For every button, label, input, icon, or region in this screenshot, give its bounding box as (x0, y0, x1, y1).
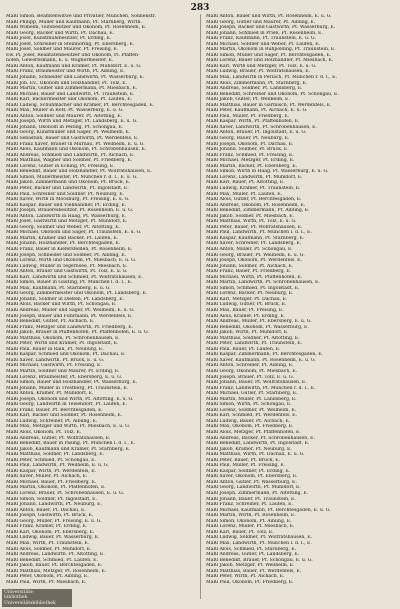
directory-entry: Maßl Anton, Schreiner, Pt. Aibling, E. (206, 363, 294, 369)
directory-entry: Maßl Simon, Bauer in Gauting, Pt. München l. d. I., E. (6, 280, 133, 286)
directory-entry: Maßl Joseph, Ökonom, Pt. Dachau, E. (206, 141, 294, 147)
directory-entry: Maßl Jakob, Brauer in Pfaffenhofen, Pt. Pfaffenhofen, E. u. G. (6, 330, 149, 336)
directory-entry: Maßl Lorenz, Landwirth, Pt. Mühldorf, E. (206, 174, 303, 180)
directory-entry: Maßl Georg, Zimmermeister und Ökonom, Pt. Landsberg, E. (6, 291, 148, 297)
watermark-line: Universitätsbibliothek (4, 600, 56, 606)
directory-entry: Maßl Martin, Landwirth, Pt. Schrobenhausen, E. (206, 280, 320, 286)
directory-entry: Maßl Johann, Bauer, Pt. Wolfratshausen, E. (206, 380, 307, 386)
directory-entry: Maßl Simon, Müllermeister, Pt. München r. d. I., E. u. G. (6, 174, 138, 180)
directory-entry: Maßl Georg, Landwirth in Teisendorf, Pt. Laufen, E. (6, 402, 128, 408)
directory-entry: Maßl Josef, Gastwirth und Metzger, Pt. Mühldorf, E. (6, 219, 128, 225)
directory-entry: Maßl Michael, Ökonom und Säger, Pt. Traunstein, E. u. G. (6, 230, 142, 236)
directory-entry: Maßl Andreas, Bäcker, Pt. Schrobenhausen, E. (206, 435, 315, 441)
directory-entry: Maßl Jakob, Söldner, Pt. Miesbach, E. (206, 213, 295, 219)
directory-entry: Maßl Johann, Söldner, Pt. Aichach, E. (206, 263, 294, 269)
directory-entry: Maßl Matthias, Söldner, Pt. Altötting, E. (206, 335, 300, 341)
directory-entry: Maßl Andreas, Müller und Säger, Pt. Weilheim, E. u. G. (6, 307, 135, 313)
directory-entry: Maßl Georg, Brauer, Pt. Weilheim, E. u. G. (206, 252, 305, 258)
directory-entry: Maßl Johann, Bauer, Pt. Traunstein, E. (206, 496, 296, 502)
directory-entry: Maßl Lorenz, Bäcker, Pt. Neuburg, E. (206, 291, 294, 297)
directory-entry: Maßl Matthias, Ökonom, Pt. Schrobenhausen, E. (6, 335, 120, 341)
directory-entry: Maßl Alois, Schmied, Pt. Starnberg, E. (206, 546, 297, 552)
directory-entry: Maßl Karl, Bäcker und Söldner, Pt. Rosenheim, E. (6, 413, 123, 419)
directory-entry: Maßl Xaver, Schreiner, Pt. Landsberg, E. (206, 241, 302, 247)
directory-entry: Maßl Martin, Wirth, Pt. Rosenheim, E. (206, 513, 296, 519)
directory-entry: Maßl Benedikt, Ökonom, Pt. Wasserburg, E. (206, 324, 309, 330)
directory-entry: Maßl Max, Metzger und Wirth, Pt. Miesbach, E. u. G. (6, 424, 131, 430)
directory-entry: Maßl Alois, Söldner, Pt. Mühldorf, E. (6, 546, 92, 552)
directory-entry: Maßl Michael, Gütler, Pt. Starnberg, E. (206, 391, 298, 397)
directory-entry: Maßl Joseph, Schneider und Söldner, Pt. Aibling, E. (6, 252, 127, 258)
directory-entry: Maßl Lorenz, Söldner, Pt. Weilheim, E. (206, 407, 297, 413)
directory-entry: Maßl Alois, Bäcker und Wirth, Pt. Schongau, E. (6, 302, 117, 308)
directory-entry: Maßl Alois, Gütler, Pt. Berchtesgaden, E. (206, 197, 302, 203)
directory-entry: Maßl Alois, Metzger, Pt. Pfaffenhofen, E. (206, 430, 301, 436)
directory-entry: Maßl Michael, Bauer, Pt. Friedberg, E. (6, 479, 97, 485)
directory-entry: Maßl Georg, Ökonom, Pt. Miesbach, E. (206, 369, 298, 374)
directory-entry: Maßl Andreas, Gütler, Pt. Wolfratshausen, E. (6, 435, 111, 441)
directory-entry: Maßl Ludwig, Schreiner, Pt. Aibling, E. (6, 418, 98, 424)
watermark-line: bibliothek (4, 595, 28, 601)
directory-entry: Maßl Andreas, Schmied und Landwirth, Pt. Aichach, E. (6, 152, 135, 158)
directory-entry: Maßl Benedikt, Bauer in Pasing, Pt. München l. d. I., E. (6, 441, 136, 447)
directory-entry: Maßl Peter, Bauer, Pt. Bruck, E. (206, 457, 281, 463)
directory-entry: Maßl Georg, Bäcker und Wirth, Pt. Dachau, E. (6, 30, 115, 36)
directory-entry: Maßl Jakob, Krämer, Pt. Neuburg, E. (206, 446, 292, 452)
directory-entry: Maßl Simon, Bauer und Holzhändler, Pt. Wasserburg, E. (6, 380, 138, 386)
directory-entry: Maßl Benedikt, Bauer und Holzhändler, Pt. Wolfratshausen, E. (6, 169, 152, 175)
watermark-line: Universitäts- (4, 589, 34, 595)
directory-entry: Maßl Lorenz, Gütler in Eching, Pt. Freising, E. (6, 163, 115, 169)
directory-entry: Maßl Johann, Söldner in Dießen, Pt. Landsberg, E. (6, 296, 125, 302)
directory-entry: Maßl Franz, Bräumeister und Wirth, Pt. Aibling, E. (6, 69, 125, 75)
directory-entry: Maßl Lorenz, Bauer und Holzhändler, Pt. Miesbach, E. (206, 58, 334, 64)
directory-entry: Maßl Ludwig, Bauer, Pt. Aichach, E. (206, 418, 291, 424)
directory-entry: Maßl Johann, Ökonom in Peiting, Pt. Schongau, E. (6, 124, 124, 130)
directory-entry: Maßl Paul, Bauer in Rain, Pt. Neuburg, E. (6, 346, 104, 352)
directory-entry: Maßl Max, Landwirth, Pt. München l. d. I., E. (206, 540, 312, 546)
directory-entry: Maßl Jakob, Zimmermann und Ökonom, Pt. Bruck, E. (6, 180, 131, 186)
directory-entry: Maßl Andreas, Müller, Pt. Ebersberg, E. u. G. (206, 319, 312, 325)
directory-entry: Maßl Kaspar, Bauer und Viehhändler, Pt. Erding, E. (6, 202, 127, 208)
directory-entry: Maßl Anton, Bauer, Pt. Dachau, E. (6, 507, 86, 513)
directory-entry: Maßl Kaspar, Schmied und Ökonom, Pt. Dachau, E. (6, 352, 126, 358)
directory-entry: Maßl Karl, Ökonom, Pt. Ebersberg, E. (6, 529, 95, 535)
directory-entry: Maßl Joseph, Ökonom, Pt. Werdenfels, E. (206, 258, 302, 264)
directory-entry: Maßl Jakob, Gütler, Pt. Weilheim, E. (206, 97, 290, 103)
directory-entry: Maßl Peter, Kaufmann, Pt. Aichach, E. u. G. (206, 108, 308, 114)
directory-entry: Maßl Joseph, Brauereibesitzer, Pt. Rosenheim, E. u. G. (6, 208, 134, 214)
left-column (6, 14, 196, 599)
directory-entry: Maßl Karl, Bauer, Pt. Tölz, E. (206, 529, 274, 535)
page-number: 283 (190, 3, 210, 13)
directory-entry: Maßl Alois, Krämer, Pt. Erding, E. (206, 313, 286, 319)
directory-entry: Maßl Andreas, Ökonom, Pt. Rosenheim, E. (206, 202, 306, 208)
directory-entry: Maßl Martin, Ökonom in Ruhpolding, Pt. Traunstein, E. (206, 47, 336, 53)
directory-entry: Maßl Peter, Schmied, Pt. Schongau, E. (6, 457, 96, 463)
directory-entry: Maßl Franz, Schreiner, Pt. Laufen, E. (206, 502, 293, 508)
directory-entry: Maßl Andreas, Gütler, Pt. Landsberg, E. (206, 552, 300, 558)
directory-entry: Maßl Anton, Müller, Pt. Schongau, E. (206, 246, 293, 252)
directory-entry: Maßl Georg, Gütler und Maurer, Pt. Aibling, E. (206, 19, 316, 25)
directory-entry: hofen, Gewerbsmann, E. u. Wagnermeister, E. (6, 58, 114, 64)
directory-entry: Maßl Joseph, Wirth und Metzger, Pt. Landsberg, E. u. G. (6, 119, 138, 125)
directory-entry: Maßl Anton, Landwirth in Haag, Pt. Wasserburg, E. (6, 213, 127, 219)
directory-entry: Maßl Joseph, Bäcker und Gastwirth, Pt. Wasserburg, E. (206, 25, 336, 31)
directory-entry: Maßl Martin, Ökonom, Pt. Pfaffenhofen, E. (6, 485, 106, 491)
directory-entry: Maßl Alois, Ökonom, Pt. Tölz, E. (6, 430, 82, 436)
directory-entry: Maßl Simon, Schmied, Pt. Ingolstadt, E. (206, 285, 300, 291)
directory-entry: Maßl Jakob, Metzger, Pt. Weilheim, E. (206, 563, 295, 569)
directory-entry: Maßl Andreas, Landwirth, Pt. Altötting, E. (6, 552, 105, 558)
directory-entry: Maßl Martin, Müller, Pt. Landsberg, E. (206, 396, 297, 402)
directory-entry: Maßl Sebastian, Bauer und Gastwirth, Pt. Werdenfels, E. (6, 136, 139, 142)
directory-entry: Maßl Benedikt, Zimmermann, Pt. Aibling, E. (206, 208, 310, 214)
directory-entry: Maßl Johann, Landwirth, Pt. Neuburg, E. (6, 502, 102, 508)
directory-entry: Maßl Simon, Wirth, Pt. Schongau, E. (206, 402, 292, 408)
directory-entry: Maßl Kaspar, Wirth, Pt. Werdenfels, E. (6, 468, 97, 474)
directory-entry: Maßl Ludwig, Krämer, Pt. Traunstein, E. (206, 185, 301, 191)
directory-entry: Maßl Georg, Müller, Pt. Freising, E. u. G. (6, 518, 102, 524)
directory-entry: Maßl Michael, Gastwirth, Pt. Freising, E. (6, 363, 102, 369)
directory-entry: Maßl Lorenz, Bräumeister, Pt. Ebersberg, E. u. G. (6, 374, 123, 380)
directory-entry: Maßl Anton, Gütler, Pt. Wasserburg, E. (206, 479, 297, 485)
directory-entry: Maßl Karl, Bäckermeister und Ökonom, Pt. Laufen, E. (6, 97, 133, 103)
directory-entry: Maßl Xaver, Ökonom, Pt. Ebersberg, E. (206, 474, 298, 480)
directory-entry: Maßl Franz, Metzger und Landwirth, Pt. Friedberg, E. (6, 324, 134, 330)
directory-entry: Maßl Josef, Söldner und Maurer, Pt. Freising, E. (6, 47, 119, 53)
directory-entry: Maßl Benedikt, Bräuer, Pt. Schongau, E. u. G. (206, 557, 313, 563)
directory-entry: Maßl Joseph, Gastwirth, Pt. Bruck, E. (6, 513, 94, 519)
directory-entry: Maßl Josef, Kunstmühlbesitzer, Pt. Erding, E. (6, 36, 112, 42)
directory-entry: Maßl Jakob, Bauer, Pt. Berchtesgaden, E. (6, 563, 103, 569)
directory-entry: Maßl Franz, Bauer in Kiefersfelden, Pt. Rosenheim, E. (6, 246, 133, 252)
directory-entry: Maßl Alois, Zimmermann, Pt. Starnberg, E. (206, 80, 308, 86)
directory-entry: Maßl Benedikt, Gütler, Pt. Aichach, E. (6, 319, 95, 325)
directory-entry: Maßl Georg, Bauer, Pt. Neuburg, E. (206, 136, 290, 142)
directory-entry: Maßl Peter, Wirth, Pt. Aichach, E. (206, 574, 285, 580)
directory-entry: Maßl Michael, Wirth, Pt. Pfaffenhofen, E. (206, 274, 303, 280)
directory-entry: Maßl Ludwig, Müller in Tegernsee, Pt. Miesbach, E. (6, 263, 128, 269)
directory-entry: Maßl Max, Ökonom, Pt. Friedberg, E. (206, 424, 294, 430)
directory-entry: Maßl Martin, Bäcker, Pt. Ebersberg, E. (206, 163, 298, 169)
directory-entry: Maßl Ludwig, Bauer, Pt. Wasserburg, E. (6, 535, 100, 541)
directory-entry: Maßl Ludwig, Schuhmacher und Krämer, Pt. Berchtesgaden, E. (6, 102, 155, 108)
directory-entry: Maßl Franz, Landwirth, Pt. München r. d. I., E. (206, 385, 316, 391)
directory-entry: Maßl Karl, Bauer, Pt. Altötting, E. (206, 180, 285, 186)
directory-entry: Maßl Max, Müller in Rott, Pt. Wasserburg, E. u. G. (6, 108, 124, 114)
directory-entry: Maßl Simon, Beamtenwitwe und Privatier, München, Sonnenstr. (6, 14, 156, 19)
directory-entry: Maßl Philipp, Müller und Kaufmann, Pt. Starnberg, Wirth. (6, 19, 142, 25)
directory-entry: Maßl Johann, Müller in Trostberg, Pt. Traunstein, E. (6, 385, 129, 391)
directory-entry: Maßl Matthias, Bauer, Pt. Werdenfels, E. (206, 568, 302, 574)
directory-entry: Maßl Max, Wirth, Pt. Traunstein, E. (6, 540, 90, 546)
directory-entry: Maßl Anton, Bräuer und Gastwirth, Pt. Tölz, E. u. G. (6, 269, 128, 275)
directory-entry: Maßl Matthias, Wagner und Söldner, Pt. Friedberg, E. (6, 158, 133, 164)
directory-entry: Maßl Georg, Söldner und Weber, Pt. Altötting, E. (6, 224, 121, 230)
directory-entry: Maßl Joh. Ev., Ökonom und Holzhändler, Pt. Tölz, E. (6, 80, 128, 86)
directory-entry: Maßl Joseph, Ökonom und Wirth, Pt. Altötting, E. u. G. (6, 396, 134, 402)
directory-entry: Maßl Paul, Wirth, Pt. Miesbach, E. (6, 579, 87, 585)
directory-entry: Maßl Lorenz, Wirth und Ökonom, Pt. Miesbach, E. u. G. (6, 258, 137, 264)
directory-entry: Maßl Joseph, Bräuer, Pt. Tölz, E. u. G. (206, 374, 294, 380)
directory-entry: Maßl Simon, Söldner, Pt. Ingolstadt, E. (6, 496, 97, 502)
directory-entry: Maßl Matthias, Metzger, Pt. Rosenheim, E. (6, 568, 107, 574)
directory-entry: Maßl Franz, Bauer, Pt. Friedberg, E. (206, 269, 292, 275)
directory-entry: Maßl Joseph, Bauer und Fuhrmann, Pt. Werdenfels, E. (6, 313, 133, 319)
directory-entry: Maßl Anton, Bauer und Wirth, Pt. Rosenheim, E. u. G. (206, 14, 332, 19)
directory-entry: Maßl Ludwig, Brauer, Pt. Wolfratshausen, E. (206, 69, 311, 75)
directory-entry: Maßl Anton, Krämer, Pt. Mühldorf, E. (6, 391, 94, 397)
directory-entry: Maßl Johann, Schmied in Prien, Pt. Rosenheim, E. (206, 30, 323, 36)
directory-entry: Maßl Ludwig, Söldner, Pt. Wolfratshausen, E. (206, 535, 313, 541)
directory-entry: Maßl Jakob, Kaufmann und Krämer, Pt. Starnberg, E. (6, 446, 131, 452)
directory-entry: Maßl Xaver, Wirth in Moosburg, Pt. Freising, E. u. G. (6, 197, 130, 203)
directory-entry: Maßl Georg, Landwirth, Pt. Mühldorf, E. (206, 485, 301, 491)
directory-entry: Maßl Martin, Krämer und Bäcker, Pt. Laufen, E. (6, 235, 119, 241)
directory-entry: Maßl Benedikt, Schreiner und Ökonom, Pt. Schongau, E. (206, 91, 339, 97)
directory-entry: Maßl Kaspar, Zimmermann, Pt. Berchtesgaden, E. (206, 352, 324, 358)
directory-entry: Maßl Peter, Ökonom, Pt. Aibling, E. (6, 574, 89, 580)
directory-entry: Maßl Michael, Kaufmann, Pt. Berchtesgaden, E. u. G. (206, 507, 331, 513)
directory-entry: Maßl Peter, Wirth und Krämer, Pt. Ingolstadt, E. (6, 341, 119, 347)
directory-entry: Maßl Johann, Schneider und Landwirth, Pt. Wasserburg, E. (6, 75, 145, 81)
directory-entry: Maßl Paul, Landwirth, Pt. München l. d. I., E. (206, 230, 312, 236)
directory-entry: Maßl Franz Xaver, Bräuer in Murnau, Pt. Weilheim, E. u. G. (6, 141, 145, 147)
directory-entry: Maßl Michael, Söldner und Weber, Pt. Laufen, E. (206, 41, 321, 47)
directory-entry: Maßl Max, Kaufmann, Pt. Starnberg, E. u. G. (6, 285, 111, 291)
directory-entry: Maßl Franz, Schmied, Pt. Freising, E. (206, 152, 294, 158)
directory-entry: Maßl Simon, Wirth in Haag, Pt. Wasserburg, E. u. G. (206, 169, 329, 175)
directory-entry: Maßl Paul, Ökonom, Pt. Friedberg, E. (206, 579, 294, 585)
column-divider (200, 14, 201, 599)
directory-entry: Maßl Karl, Schmied, Pt. Werdenfels, E. (206, 413, 297, 419)
directory-entry: Maßl Michael, Bauer und Landwirth, Pt. Traunstein, E. (6, 91, 135, 97)
directory-entry: Maßl Max, Bauer, Pt. Freising, E. (206, 307, 284, 313)
directory-entry: Maßl Karl, Wirth und Metzger, Pt. Tölz, E. u. G. (206, 63, 317, 69)
directory-entry: Maßl Martin, Gütler und Zimmermann, Pt. Miesbach, E. (6, 86, 138, 92)
directory-entry: Maßl Benedikt, Schmied, Pt. Laufen, E. (6, 557, 98, 563)
directory-entry: Maßl Alois, Kaufmann und Ökonom, Pt. Schrobenhausen, E. (6, 147, 147, 153)
directory-entry: Maßl Joseph, Zimmermann, Pt. Altötting, E. (206, 491, 309, 497)
directory-entry: Maßl Lorenz, Brauer, Pt. Schrobenhausen, E. u. G. (6, 491, 124, 497)
directory-entry: Maßl Xaver, Landwirth, Pt. Bruck, E. u. G. (6, 357, 105, 363)
directory-entry: Maßl Karl, Metzger, Pt. Dachau, E. (206, 296, 288, 302)
directory-entry: Maßl Paul, Schreiner und Söldner, Pt. Neuburg, E. (6, 191, 125, 197)
directory-entry: Maßl Matthias, Söldner, Pt. Landsberg, E. (6, 452, 105, 458)
directory-entry: Maßl Kaspar, Söldner, Pt. Erding, E. (206, 468, 291, 474)
directory-entry: Maßl Ludwig, Gütler, Pt. Bruck, E. (206, 302, 287, 308)
directory-entry: Maßl Martin, Söldner und Maurer, Pt. Erding, E. (6, 369, 120, 374)
directory-entry: Maßl Anton, Söldner und Maurer, Pt. Altötting, E. (6, 113, 123, 119)
directory-entry: Maßl Johann, Holzhändler, Pt. Berchtesgaden, E. (6, 241, 121, 247)
directory-entry: Maßl Franz, Krämer, Pt. Erding, E. (6, 524, 88, 530)
directory-entry: Maßl Anton, Kaufmann und Krämer, Pt. Mühldorf, E. u. G. (6, 63, 142, 69)
directory-entry: Maßl Xaver, Kaufmann, Pt. Rosenheim, E. u. G. (206, 357, 316, 363)
directory-entry: Maßl Matthias, Wirth, Pt. Dachau, E. u. G. (206, 452, 305, 458)
directory-entry: Maßl Georg, Kunstmüller und Säger, Pt. Weilheim, E. (6, 130, 131, 136)
library-watermark (2, 589, 72, 607)
directory-entry: Maßl Wilhelm, Gutsbesitzer und Ökonom, Pt. Rosenheim, E. (6, 25, 147, 31)
directory-entry: Maßl Xaver, Müller, Pt. Aichach, E. (6, 474, 88, 480)
directory-entry: Maßl Matthias, Wirth, Pt. Tölz, E. u. G. (206, 219, 297, 225)
directory-entry: Maßl Peter, Bauer, Pt. Wolfratshausen, E. (206, 224, 303, 230)
directory-entry: Maßl Paul, Müller, Pt. Friedberg, E. (206, 113, 290, 119)
directory-entry: Maßl Josef, Schreiner in Steinhöring, Pt. Ebersberg, E. (6, 41, 135, 47)
directory-entry: Maßl Franz, Bauer, Pt. Berchtesgaden, E. (6, 407, 103, 413)
right-column (206, 14, 396, 599)
directory-entry: Maßl Max, Müller, Pt. Laufen, E. (206, 191, 283, 197)
directory-entry: Maßl Simon, Müller und Säger, Pt. Berchtesgaden, E. (206, 52, 332, 58)
directory-entry: Maßl Matthias, Bauer in Garmisch, Pt. Werdenfels, E. (206, 102, 332, 108)
directory-entry: Maßl Xaver, Landwirth, Pt. Schrobenhausen, E. (206, 124, 317, 130)
directory-entry: Maßl Paul, Landwirth, Pt. Weilheim, E. u. G. (6, 463, 109, 469)
directory-entry: Maßl Paul, Müller, Pt. Freising, E. (206, 463, 286, 469)
directory-entry: Maßl Franz, Kaufmann, Pt. Traunstein, E. u. G. (206, 36, 316, 42)
directory-entry: Maßl Karl, Landwirth und Schmied, Pt. Wolfratshausen, E. (6, 274, 143, 280)
directory-entry: Maßl Jakob, Wirth, Pt. Mühldorf, E. (206, 330, 289, 336)
directory-entry: Maßl Johann, Söldner, Pt. Bruck, E. (206, 147, 289, 153)
directory-entry: Maßl Peter, Landwirth, Pt. Traunstein, E. (206, 341, 303, 347)
directory-entry: Ew. Pl. Josef, Realitätenbesitzer und Ökonom, Pl. Pfaffen- (6, 52, 140, 58)
directory-entry: Maßl Lorenz, Müller, Pt. Miesbach, E. (206, 524, 295, 530)
directory-entry: Maßl Simon, Ökonom, Pt. Aibling, E. (206, 518, 292, 524)
directory-entry: Maßl Andreas, Söldner, Pt. Landsberg, E. (206, 86, 303, 92)
directory-entry: Maßl Max, Landwirth in Perlach, Pt. München r. d. I., E. (206, 75, 337, 81)
directory-entry: Maßl Anton, Bräuer, Pt. Ingolstadt, E. u. G. (206, 130, 307, 136)
directory-entry: Maßl Paul, Bauer, Pt. Laufen, E. (206, 346, 281, 352)
directory-entry: Maßl Benedikt, Landwirth, Pt. Ingolstadt, E. (206, 441, 310, 447)
directory-entry: Maßl Kaspar, Wirth, Pt. Pfaffenhofen, E. (206, 119, 300, 125)
directory-entry: Maßl Kaspar, Kaufmann, Pt. Starnberg, E. (206, 235, 305, 241)
directory-entry: Maßl Peter, Bäcker und Landwirth, Pt. Ingolstadt, E. (6, 185, 129, 191)
directory-entry: Maßl Michael, Metzger, Pt. Erding, E. (206, 158, 295, 164)
